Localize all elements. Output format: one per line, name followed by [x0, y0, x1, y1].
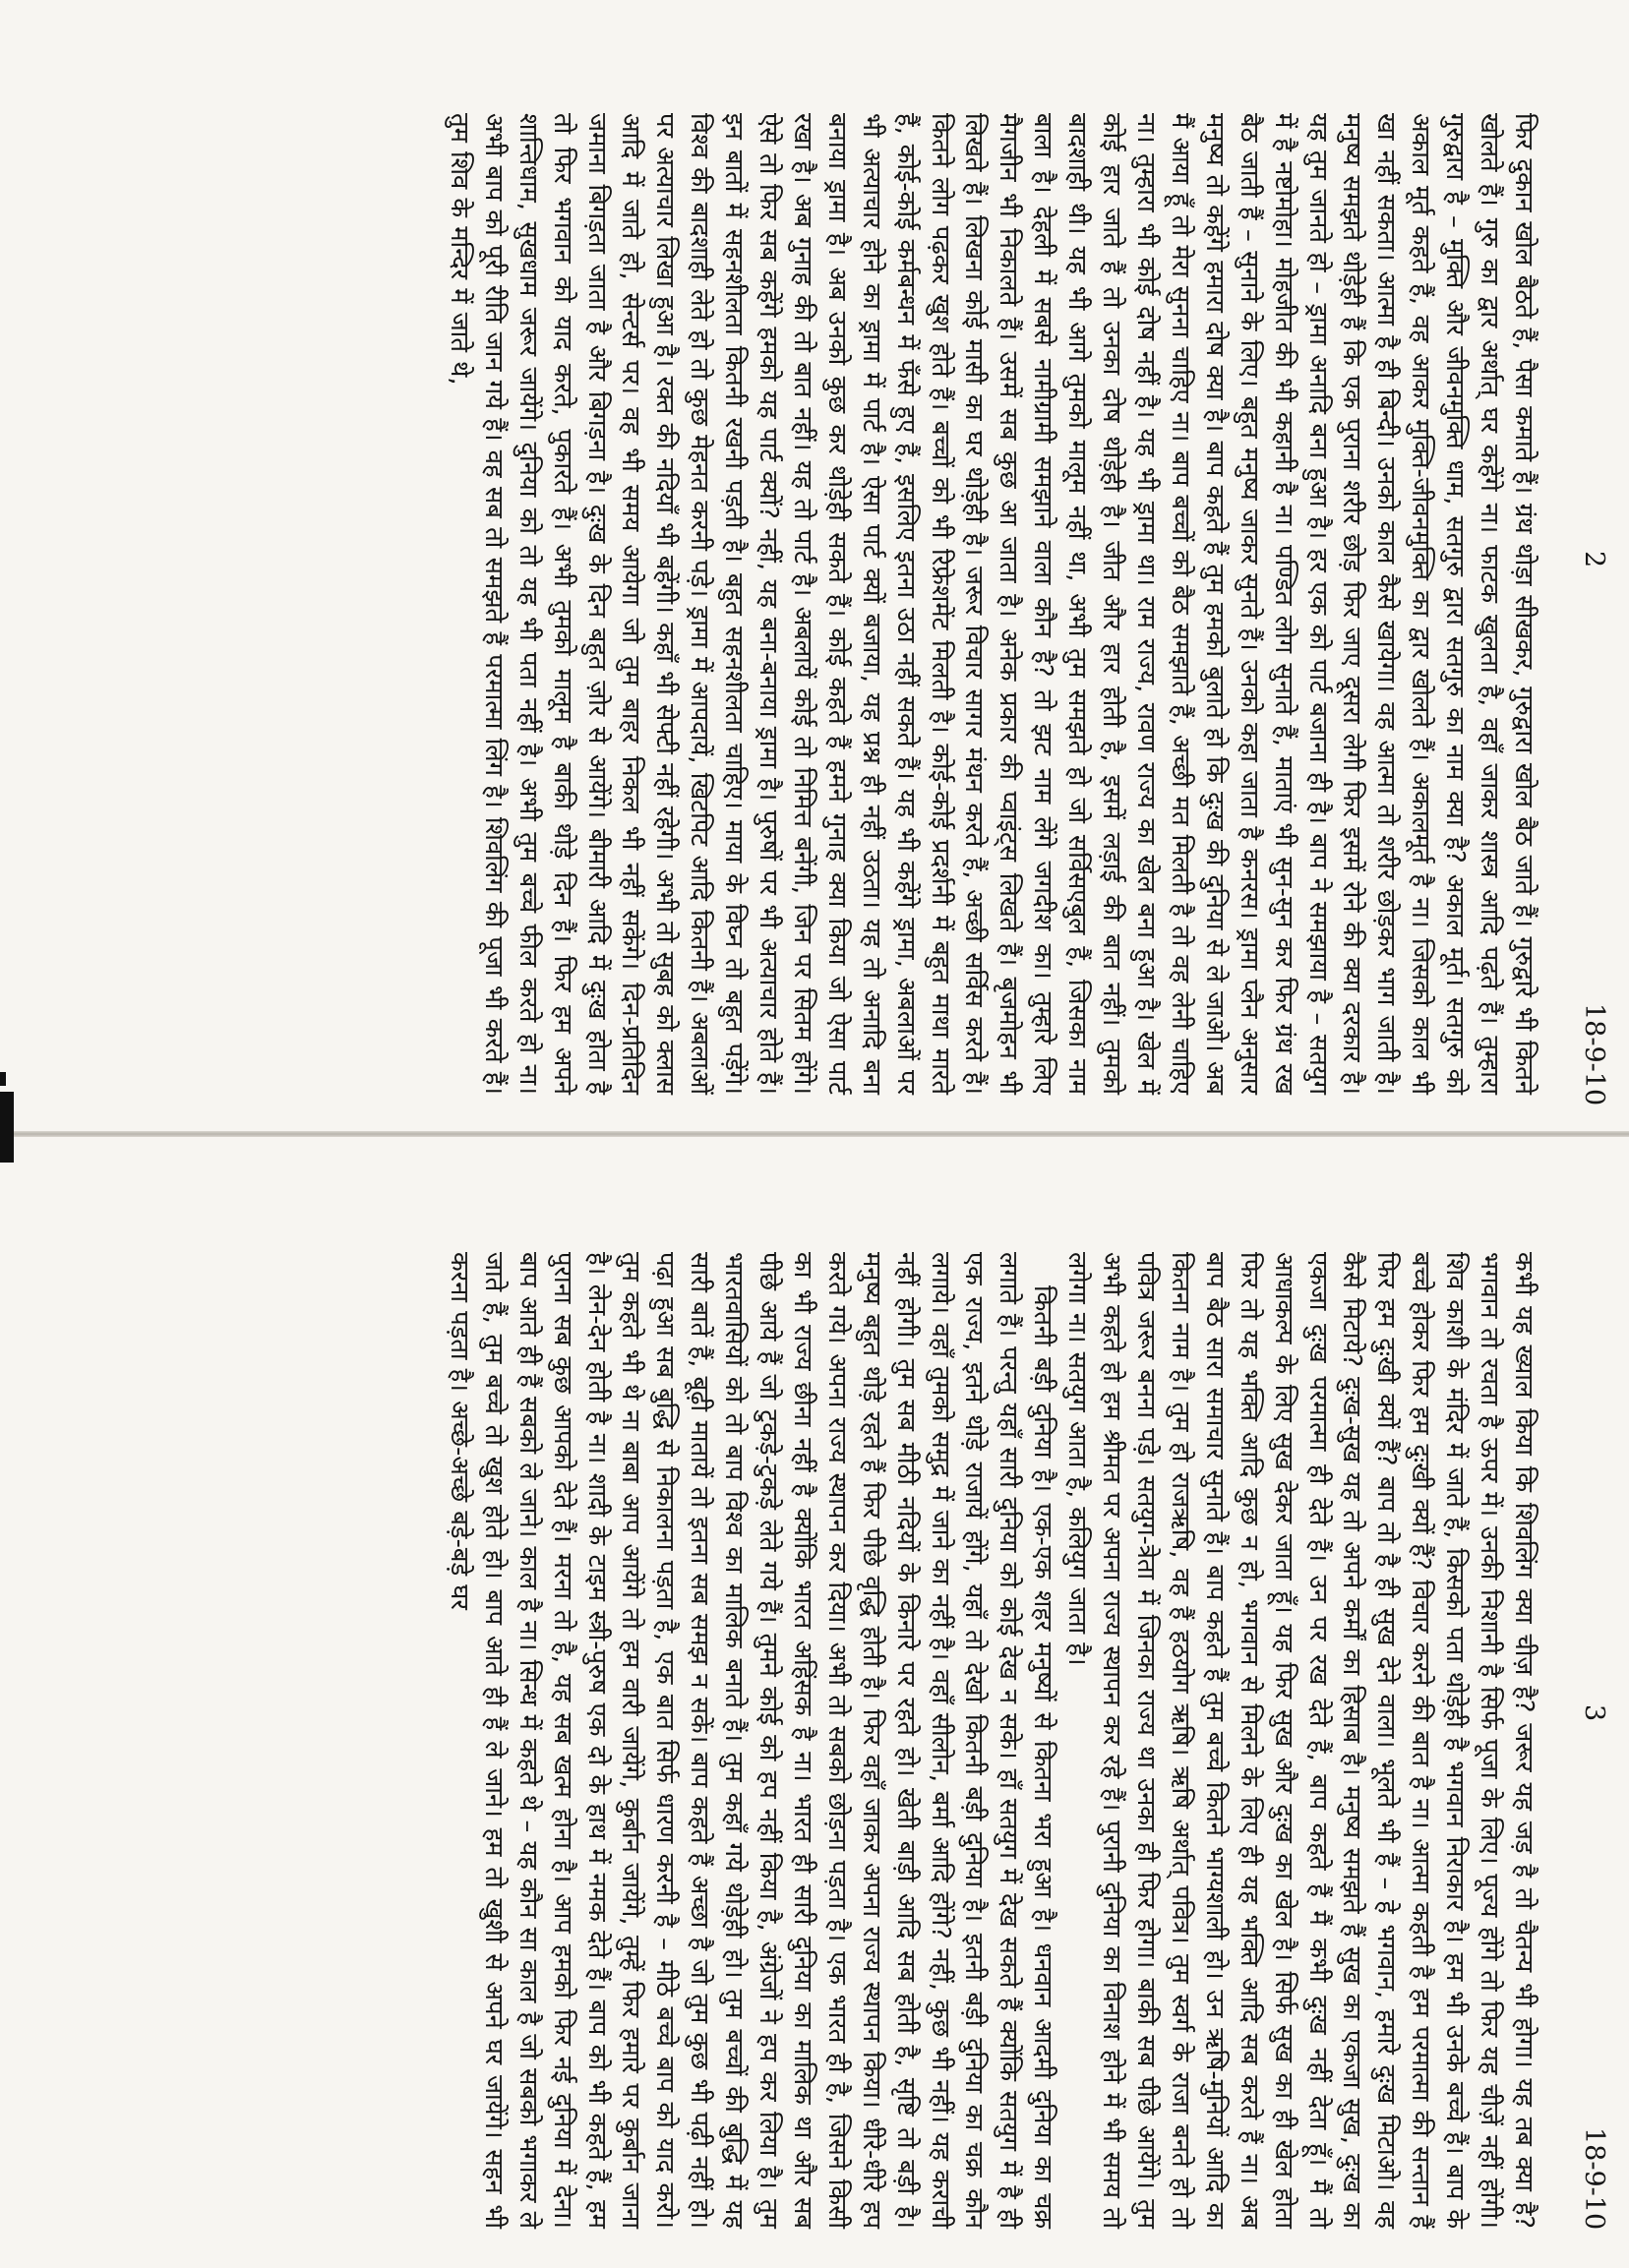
body-paragraph: कितनी बड़ी दुनिया है। एक-एक शहर मनुष्यों से कितना भरा हुआ है। धनवान आदमी दुनिया का चक्र लगाते हैं। परन्तु यहाँ सारी दुनिया को कोई देख न सके। हाँ सतयुग में देख सकते हैं क्योंकि सतयुग में है ही एक राज्य, इतने थोड़े राजायें होंगे, यहाँ तो देखो कितनी बड़ी दुनिया है। इतनी बड़ी दुनिया का चक्र कौन लगाये। वहाँ तुमको समुद्र में जाने का नहीं है। वहाँ सीलोन, बर्मा आदि होंगे? नहीं, कुछ भी नहीं। यह कराची नहीं होगी। तुम सब मीठी नदियों के किनारे पर रहते हो। खेती बाड़ी आदि सब होती है, सृष्टि तो बड़ी है। मनुष्य बहुत थोड़े रहते हैं फिर पीछे वृद्धि होती है। फिर वहाँ जाकर अपना राज्य स्थापन किया। धीरे-धीरे हप करते गये। अपना राज्य स्थापन कर दिया। अभी तो सबको छोड़ना पड़ता है। एक भारत ही है, जिसने किसी का भी राज्य छीना नहीं है क्योंकि भारत अहिंसक है ना। भारत ही सारी दुनिया का मालिक था और सब पीछे आये हैं जो टुकड़े-टुकड़े लेते गये हैं। तुमने कोई को हप नहीं किया है, अंग्रेजों ने हप कर लिया है। तुम भारतवासियों को तो बाप विश्व का मालिक बनाते हैं। तुम कहाँ गये थोड़ेही हो। तुम बच्चों की बुद्धि में यह सारी बातें हैं, बूढ़ी मातायें तो इतना सब समझ न सकें। बाप कहते हैं अच्छा है जो तुम कुछ भी पढ़ी नहीं हो। पढ़ा हुआ सब बुद्धि से निकालना पड़ता है, एक बात सिर्फ धारण करनी है – मीठे बच्चे बाप को याद करो। तुम कहते भी थे ना बाबा आप आयेंगे तो हम वारी जायेंगे, कुर्बान जायेंगे, तुम्हें फिर हमारे पर कुर्बान जाना है। लेन-देन होती है ना। शादी के टाइम स्त्री-पुरुष एक दो के हाथ में नमक देते हैं। बाप को भी कहते हैं, हम पुराना सब कुछ आपको देते हैं। मरना तो है, यह सब खत्म होना है। आप हमको फिर नई दुनिया में देना। बाप आते ही हैं सबको ले जाने। काल है ना। सिन्ध में कहते थे – यह कौन सा काल है जो सबको भगाकर ले जाते हैं, तुम बच्चे तो खुश होते हो। बाप आते ही हैं ले जाने। हम तो खुशी से अपने घर जायेंगे। सहन भी करना पड़ता है। अच्छे-अच्छे बड़े-बड़े घर — [444, 1252, 1058, 2229]
scan-edge-mark — [0, 1072, 6, 1086]
page-number: 2 — [1579, 551, 1609, 568]
page-date: 18-9-10 — [1579, 1003, 1609, 1106]
right-page — [0, 1134, 1629, 2268]
body-paragraph: कभी यह ख्याल किया कि शिवलिंग क्या चीज़ है? जरूर यह जड़ है तो चैतन्य भी होगा। यह तब क्या है? भगवान तो रचता है ऊपर में। उनकी निशानी है सिर्फ पूजा के लिए। पूज्य होंगे तो फिर यह चीज़ें नहीं होंगी। शिव काशी के मंदिर में जाते हैं, किसको पता थोड़ेही है भगवान निराकार है। हम भी उनके बच्चे हैं। बाप के बच्चे होकर फिर हम दुःखी क्यों हैं? विचार करने की बात है ना। आत्मा कहती है हम परमात्मा की सन्तान हैं फिर हम दुःखी क्यों हैं? बाप तो है ही सुख देने वाला। भूलते भी हैं – हे भगवान, हमारे दुःख मिटाओ। वह कैसे मिटाये? दुःख-सुख यह तो अपने कर्मों का हिसाब है। मनुष्य समझते हैं सुख का एकजा सुख, दुःख का एकजा दुःख परमात्मा ही देते हैं। उन पर रख देते हैं, बाप कहते हैं मैं कभी दुःख नहीं देता हूँ। मैं तो आधाकल्प के लिए सुख देकर जाता हूँ। यह फिर सुख और दुःख का खेल है। सिर्फ सुख का ही खेल होता फिर तो यह भक्ति आदि कुछ न हो, भगवान से मिलने के लिए ही यह भक्ति आदि सब करते हैं ना। अब बाप बैठ सारा समाचार सुनाते हैं। बाप कहते हैं तुम बच्चे कितने भाग्यशाली हो। उन ऋषि-मुनियों आदि का कितना नाम है। तुम हो राजऋषि, वह हैं हठयोग ऋषि। ऋषि अर्थात् पवित्र। तुम स्वर्ग के राजा बनते हो तो पवित्र जरूर बनना पड़े। सतयुग-त्रेता में जिनका राज्य था उनका ही फिर होगा। बाकी सब पीछे आयेंगे। तुम अभी कहते हो हम श्रीमत पर अपना राज्य स्थापन कर रहे हैं। पुरानी दुनिया का विनाश होने में भी समय तो लगेगा ना। सतयुग आता है, कलियुग जाता है। — [1062, 1252, 1538, 2230]
page-number: 3 — [1579, 1704, 1609, 1722]
body-paragraph: फिर दुकान खोल बैठते हैं, पैसा कमाते हैं। ग्रंथ थोड़ा सीखकर, गुरुद्वारा खोल बैठ जाते हैं। गुरुद्वारे भी कितने खोलते हैं। गुरु का द्वार अर्थात् घर कहेंगे ना। फाटक खुलता है, वहाँ जाकर शास्त्र आदि पढ़ते हैं। तुम्हारा गुरुद्वारा है – मुक्ति और जीवनमुक्ति धाम, सतगुरु द्वारा सतगुरु का नाम क्या है? अकाल मूर्त। सतगुरु को अकाल मूर्त कहते हैं, वह आकर मुक्ति-जीवनमुक्ति का द्वार खोलते हैं। अकालमूर्त है ना। जिसको काल भी खा नहीं सकता। आत्मा है ही बिन्दी। उनको काल कैसे खायेगा। वह आत्मा तो शरीर छोड़कर भाग जाती है। मनुष्य समझते थोड़ेही हैं कि एक पुराना शरीर छोड़ फिर जाए दूसरा लेगी फिर इसमें रोने की क्या दरकार है। यह तुम जानते हो – ड्रामा अनादि बना हुआ है। हर एक को पार्ट बजाना ही है। बाप ने समझाया है – सतयुग में है नष्टोमोहा। मोहजीत की भी कहानी है ना। पण्डित लोग सुनाते हैं, माताएं भी सुन-सुन कर फिर ग्रंथ रख बैठ जाती हैं – सुनाने के लिए। बहुत मनुष्य जाकर सुनते हैं। उनको कहा जाता है कनरस। ड्रामा प्लैन अनुसार मनुष्य तो कहेंगे हमारा दोष क्या है। बाप कहते हैं तुम हमको बुलाते हो कि दुःख की दुनिया से ले जाओ। अब मैं आया हूँ तो मेरा सुनना चाहिए ना। बाप बच्चों को बैठ समझाते हैं, अच्छी मत मिलती है तो वह लेनी चाहिए ना। तुम्हारा भी कोई दोष नहीं है। यह भी ड्रामा था। राम राज्य, रावण राज्य का खेल बना हुआ है। खेल में कोई हार जाते हैं तो उनका दोष थोड़ेही है। जीत और हार होती है, इसमें लड़ाई की बात नहीं। तुमको बादशाही थी। यह भी आगे तुमको मालूम नहीं था, अभी तुम समझते हो जो सर्विसएबुल हैं, जिसका नाम बाला है। देहली में सबसे नामीग्रामी समझाने वाला कौन है? तो झट नाम लेंगे जगदीश का। तुम्हारे लिए मैगजीन भी निकालते हैं। उसमें सब कुछ आ जाता है। अनेक प्रकार की प्वाइंट्स लिखते हैं। बृजमोहन भी लिखते हैं। लिखना कोई मासी का घर थोड़ेही है। जरूर विचार सागर मंथन करते हैं, अच्छी सर्विस करते हैं। कितने लोग पढ़कर खुश होते हैं। बच्चों को भी रिफ्रेशमेंट मिलती है। कोई-कोई प्रदर्शनी में बहुत माथा मारते हैं, कोई-कोई कर्मबन्धन में फँसे हुए हैं, इसलिए इतना उठा नहीं सकते हैं। यह भी कहेंगे ड्रामा, अबलाओं पर भी अत्याचार होने का ड्रामा में पार्ट है। ऐसा पार्ट क्यों बजाया, यह प्रश्न ही नहीं उठता। यह तो अनादि बना बनाया ड्रामा है। अब उनको कुछ कर थोड़ेही सकते हैं। कोई कहते हैं हमने गुनाह क्या किया जो ऐसा पार्ट रखा है। अब गुनाह की तो बात नहीं। यह तो पार्ट है। अबलायें कोई तो निमित्त बनेंगी, जिन पर सितम होंगे। ऐसे तो फिर सब कहेंगे हमको यह पार्ट क्यों? नहीं, यह बना-बनाया ड्रामा है। पुरुषों पर भी अत्याचार होते हैं। इन बातों में सहनशीलता कितनी रखनी पड़ती है। बहुत सहनशीलता चाहिए। माया के विघ्न तो बहुत पड़ेंगे। विश्व की बादशाही लेते हो तो कुछ मेहनत करनी पड़े। ड्रामा में आपदायें, खिटपिट आदि कितनी हैं। अबलाओं पर अत्याचार लिखा हुआ है। रक्त की नदियाँ भी बहेंगी। कहाँ भी सेफ्टी नहीं रहेगी। अभी तो सुबह को क्लास आदि में जाते हो, सेन्टर्स पर। वह भी समय आयेगा जो तुम बाहर निकल भी नहीं सकेंगे। दिन-प्रतिदिन जमाना बिगड़ता जाता है और बिगड़ना है। दुःख के दिन बहुत ज़ोर से आयेंगे। बीमारी आदि में दुःख होता है तो फिर भगवान को याद करते, पुकारते हैं। अभी तुमको मालूम है बाकी थोड़े दिन हैं। फिर हम अपने शान्तिधाम, सुखधाम जरूर जायेंगे। दुनिया को तो यह भी पता नहीं है। अभी तुम बच्चे फील करते हो ना। अभी बाप को पूरी रीति जान गये हैं। वह सब तो समझते हैं परमात्मा लिंग है। शिवलिंग की पूजा भी करते हैं। तुम शिव के मन्दिर में जाते थे, — [444, 113, 1538, 1095]
page-date: 18-9-10 — [1579, 2127, 1609, 2231]
scan-edge-mark — [0, 1092, 14, 1163]
